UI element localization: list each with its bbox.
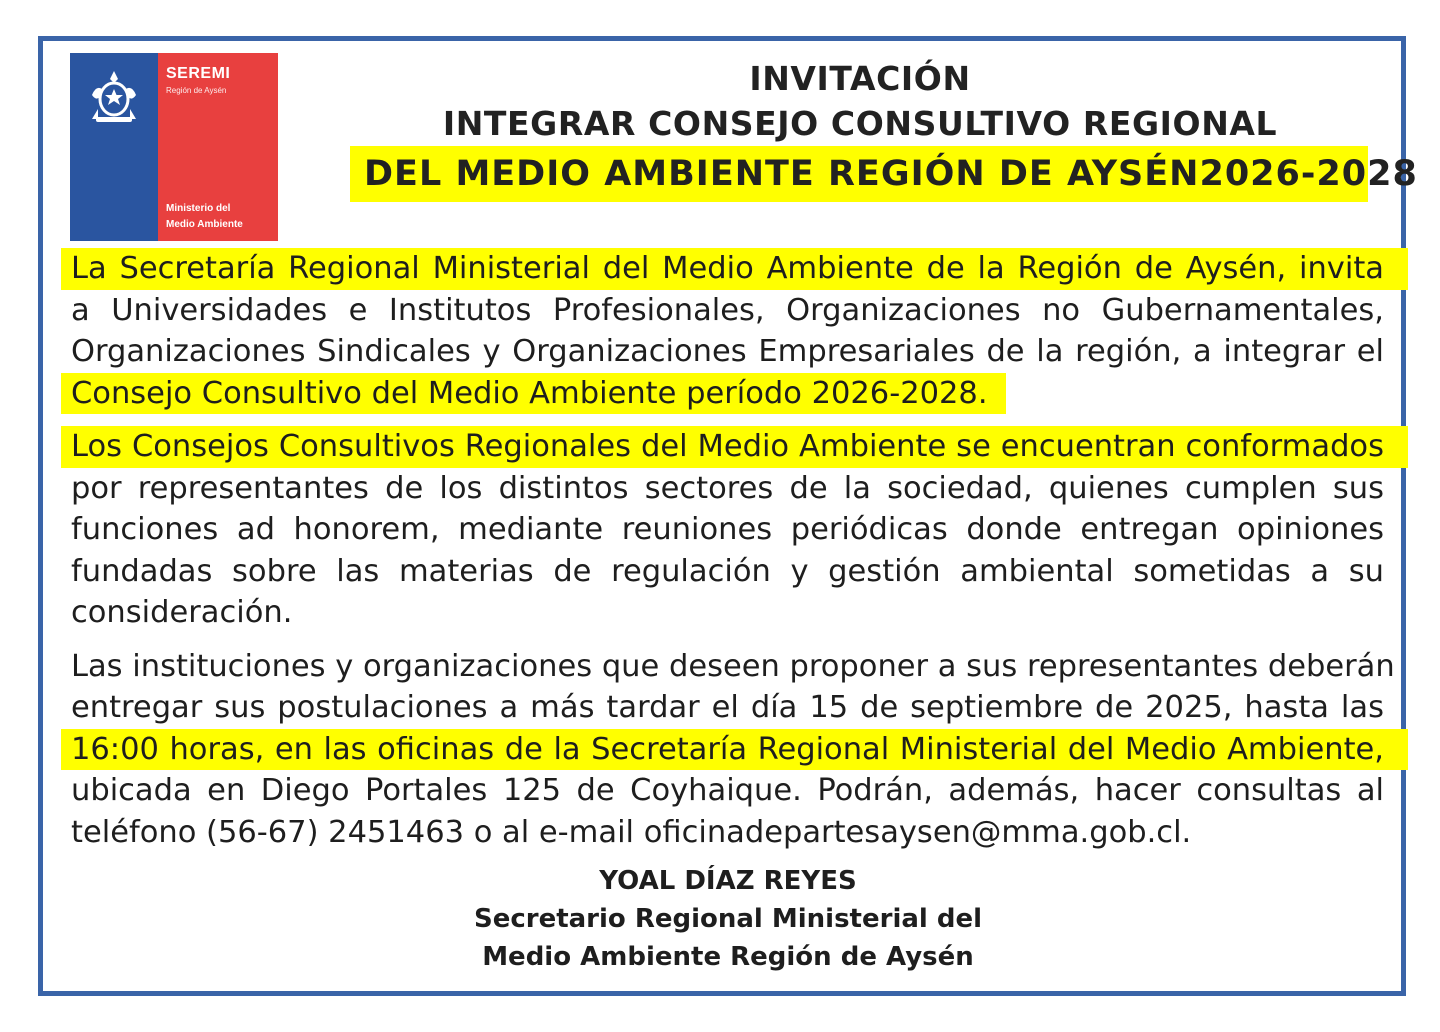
title-subject: INTEGRAR CONSEJO CONSULTIVO REGIONAL: [442, 104, 1278, 143]
logo-blue-panel: [70, 53, 158, 241]
signatory-name: YOAL DÍAZ REYES: [599, 866, 857, 896]
notice-body: [71, 248, 1395, 865]
signatory-role-line1: Secretario Regional Ministerial del: [473, 904, 983, 934]
paragraph-invitation: [71, 248, 1384, 414]
paragraph-councils: [71, 426, 1384, 634]
text-line: La Secretaría Regional Ministerial del Medio Ambiente de la Región de Aysén, invita: [61, 248, 1408, 290]
contact-line: teléfono (56-67) 2451463 o al e-mail oficinadepartesaysen@mma.gob.cl.: [71, 814, 1192, 850]
text-line: Las instituciones y organizaciones que deseen proponer a sus representantes deberán: [71, 648, 1395, 684]
text-line: Organizaciones Sindicales y Organizaciones Empresariales de la región, a integrar el: [71, 334, 1384, 369]
text-line: funciones ad honorem, mediante reuniones periódicas donde entregan opiniones: [71, 512, 1384, 547]
title-invitation: INVITACIÓN: [749, 59, 971, 98]
signature-block: [330, 862, 1126, 976]
logo-brand-text: SEREMI: [166, 65, 231, 82]
page-title: [330, 56, 1418, 202]
text-line: por representantes de los distintos sectores de la sociedad, quienes cumplen sus: [71, 470, 1384, 506]
logo-region-text: Región de Aysén: [166, 86, 227, 95]
text-line: Los Consejos Consultivos Regionales del Medio Ambiente se encuentran conformados: [61, 426, 1408, 468]
paragraph-deadline: [71, 646, 1395, 854]
text-line: Consejo Consultivo del Medio Ambiente período 2026-2028.: [61, 373, 1006, 415]
text-line: 16:00 horas, en las oficinas de la Secretaría Regional Ministerial del Medio Ambiente,: [61, 729, 1408, 771]
seremi-logo: [70, 53, 278, 241]
text-line: consideración.: [71, 595, 293, 630]
coat-of-arms-icon: [82, 65, 146, 129]
text-line: a Universidades e Institutos Profesionales, Organizaciones no Gubernamentales,: [71, 292, 1384, 328]
logo-ministry-text: [166, 201, 243, 233]
text-line: ubicada en Diego Portales 125 de Coyhaique. Podrán, además, hacer consultas al: [71, 773, 1384, 808]
text-line: entregar sus postulaciones a más tardar el día 15 de septiembre de 2025, hasta las: [71, 690, 1384, 725]
logo-red-panel: [158, 53, 278, 241]
signatory-role-line2: Medio Ambiente Región de Aysén: [482, 942, 974, 972]
logo-ministry-line2: Medio Ambiente: [166, 219, 243, 230]
title-highlighted: DEL MEDIO AMBIENTE REGIÓN DE AYSÉN2026-2028: [350, 146, 1368, 202]
text-line: fundadas sobre las materias de regulación y gestión ambiental sometidas a su: [71, 553, 1384, 589]
logo-ministry-line1: Ministerio del: [166, 203, 231, 214]
